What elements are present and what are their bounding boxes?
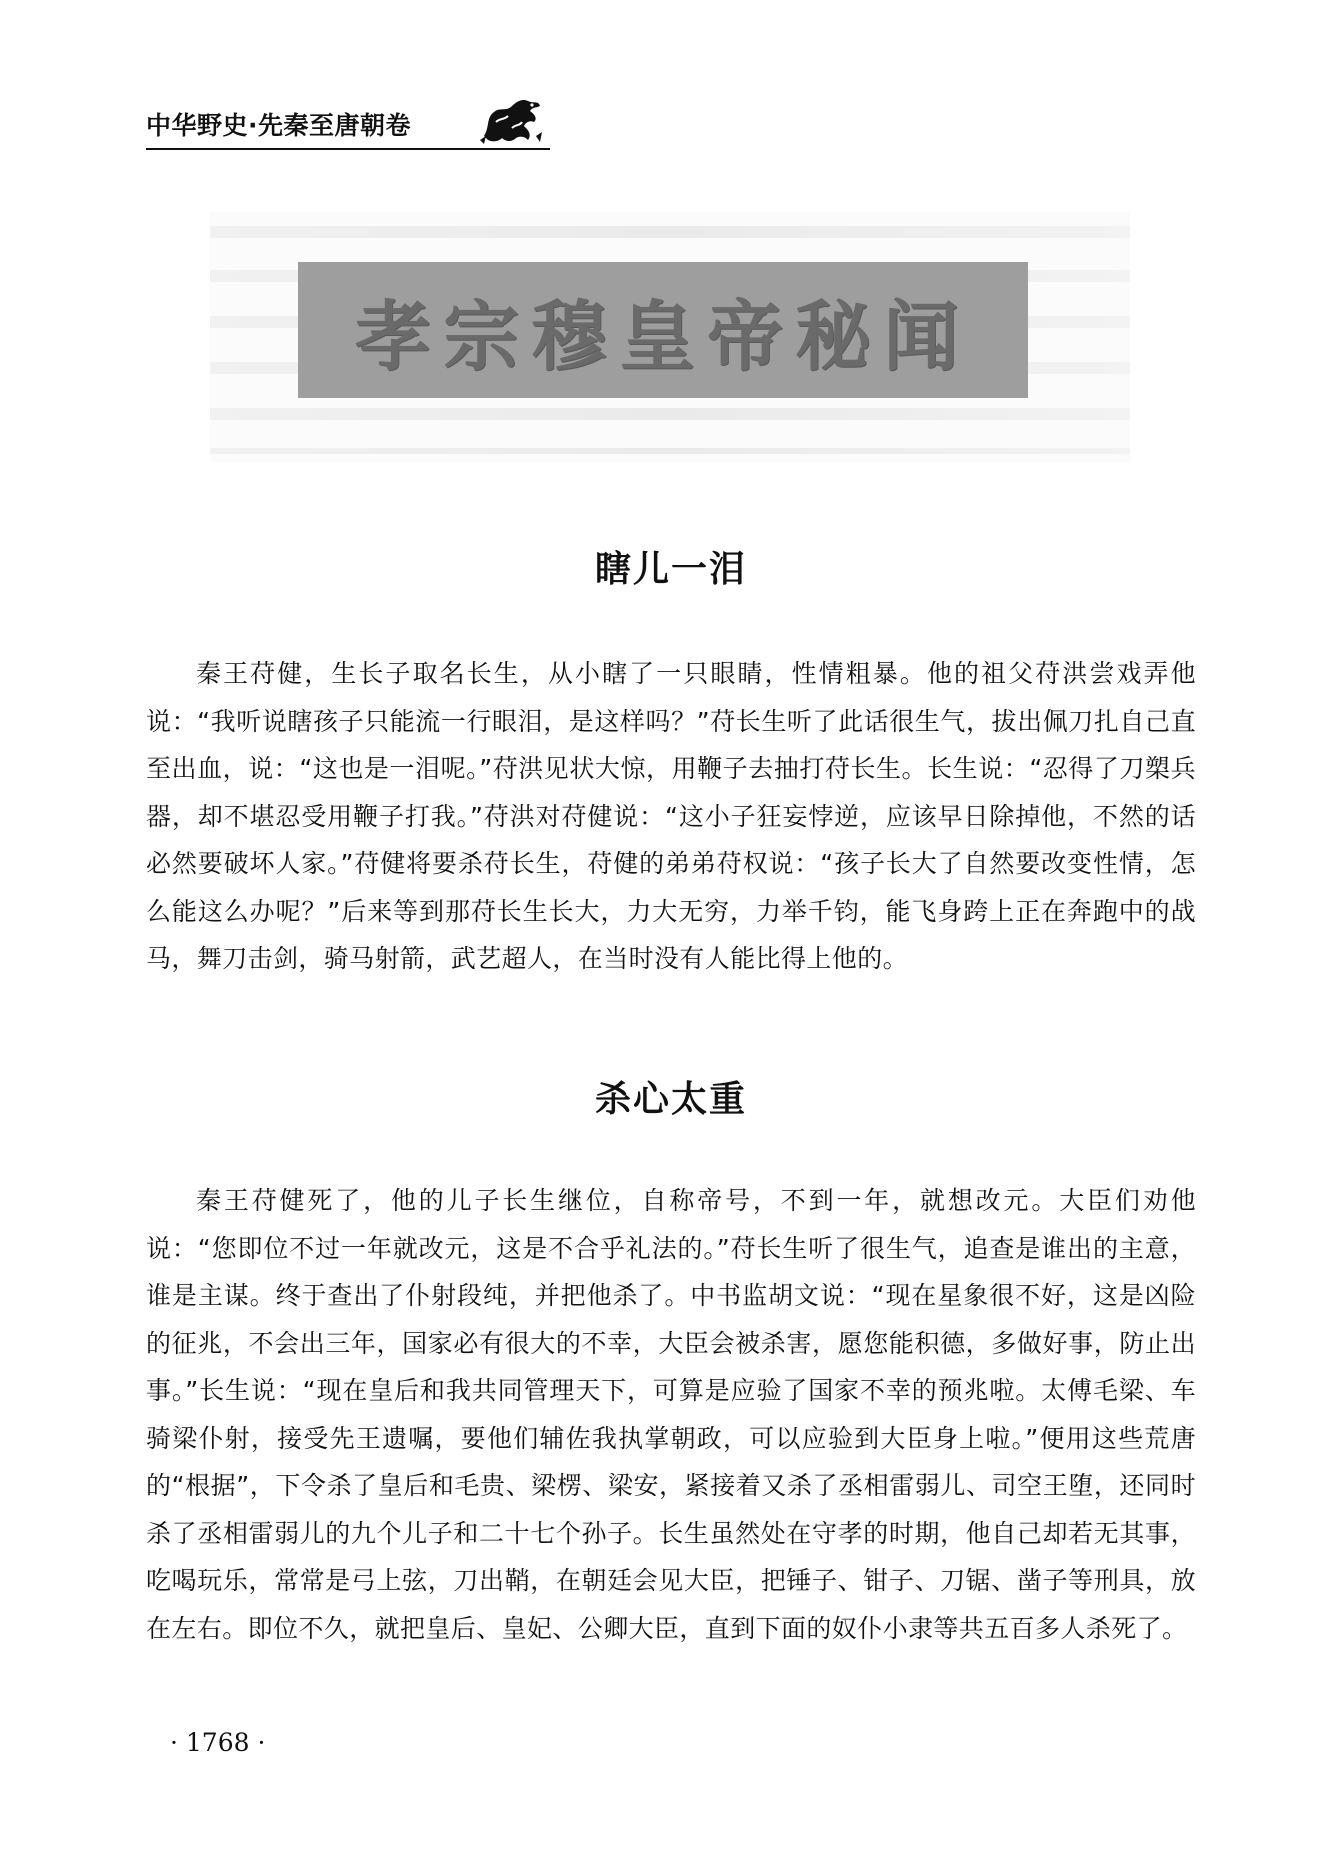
section-heading: 瞎儿一泪: [594, 549, 747, 590]
page-number: · 1768 ·: [170, 1728, 266, 1757]
section-body: 秦王苻健，生长子取名长生，从小瞎了一只眼睛，性情粗暴。他的祖父苻洪尝戏弄他说：“我听说瞎孩子只能流一行眼泪，是这样吗？”苻长生听了此话很生气，拔出佩刀扎自己直至出血，说：“这也是一泪呢。”苻洪见状大惊，用鞭子去抽打苻长生。长生说：“忍得了刀槊兵器，却不堪忍受用鞭子打我。”苻洪对苻健说：“这小子狂妄悖逆，应该早日除掉他，不然的话必然要破坏人家。”苻健将要杀苻长生，苻健的弟弟苻权说：“孩子长大了自然要改变性情，怎么能这么办呢？”后来等到那苻长生长大，力大无穷，力举千钧，能飞身跨上正在奔跑中的战马，舞刀击剑，骑马射箭，武艺超人，在当时没有人能比得上他的。: [146, 659, 1196, 973]
running-head-rule: [146, 148, 550, 150]
chapter-banner: [298, 262, 1028, 398]
chapter-title: 孝宗穆皇帝秘闻: [355, 291, 971, 381]
running-head: [146, 92, 550, 148]
dragon-emblem-icon: [476, 92, 546, 148]
section-body: 秦王苻健死了，他的儿子长生继位，自称帝号，不到一年，就想改元。大臣们劝他说：“您即位不过一年就改元，这是不合乎礼法的。”苻长生听了很生气，追查是谁出的主意，谁是主谋。终于查出了仆射段纯，并把他杀了。中书监胡文说：“现在星象很不好，这是凶险的征兆，不会出三年，国家必有很大的不幸，大臣会被杀害，愿您能积德，多做好事，防止出事。”长生说：“现在皇后和我共同管理天下，可算是应验了国家不幸的预兆啦。太傅毛梁、车骑梁仆射，接受先王遗嘱，要他们辅佐我执掌朝政，可以应验到大臣身上啦。”便用这些荒唐的“根据”，下令杀了皇后和毛贵、梁楞、梁安，紧接着又杀了丞相雷弱儿、司空王堕，还同时杀了丞相雷弱儿的九个儿子和二十七个孙子。长生虽然处在守孝的时期，他自己却若无其事，吃喝玩乐，常常是弓上弦，刀出鞘，在朝廷会见大臣，把锤子、钳子、刀锯、凿子等刑具，放在左右。即位不久，就把皇后、皇妃、公卿大臣，直到下面的奴仆小隶等共五百多人杀死了。: [146, 1186, 1196, 1643]
running-head-title: 中华野史·先秦至唐朝卷: [146, 111, 411, 140]
section-heading: 杀心太重: [594, 1079, 747, 1120]
